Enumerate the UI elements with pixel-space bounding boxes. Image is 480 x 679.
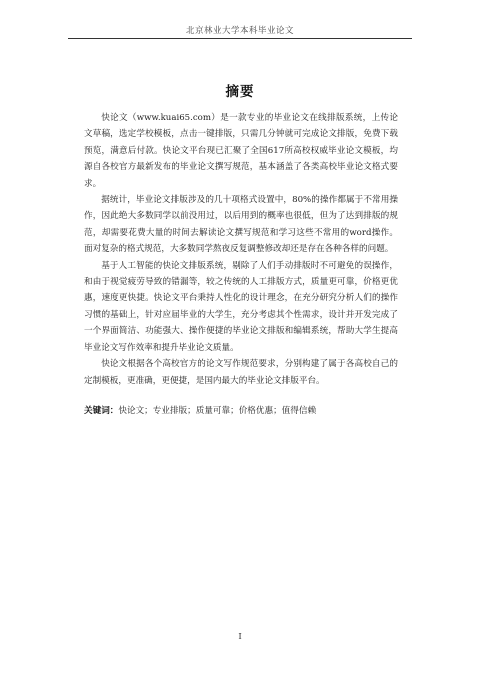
abstract-paragraph: 快论文根据各个高校官方的论文写作规范要求，分别构建了属于各高校自己的定制模板，更准确，更便捷，是国内最大的毕业论文排版平台。 xyxy=(84,359,398,386)
page-number: I xyxy=(238,632,242,642)
keywords-label: 关键词： xyxy=(84,405,119,416)
abstract-title: 摘要 xyxy=(225,84,255,100)
abstract-body xyxy=(84,110,398,419)
keywords-line xyxy=(84,403,398,419)
header-rule xyxy=(68,38,412,39)
abstract-paragraph: 快论文（www.kuai65.com）是一款专业的毕业论文在线排版系统，上传论文草稿，选定学校模板，点击一键排版，只需几分钟就可完成论文排版，免费下载预览，满意后付款。快论文平台现已汇聚了全国617所高校权威毕业论文模板，均源自各校官方最新发布的毕业论文撰写规范，基本涵盖了各类高校毕业论文格式要求。 xyxy=(84,113,398,189)
running-header: 北京林业大学本科毕业论文 xyxy=(185,26,294,36)
abstract-paragraph: 基于人工智能的快论文排版系统，剔除了人们手动排版时不可避免的误操作，和由于视觉疲劳导致的错漏等，较之传统的人工排版方式，质量更可靠，价格更优惠，速度更快捷。快论文平台秉持人性化的设计理念，在充分研究分析人们的操作习惯的基础上，针对应届毕业的大学生，充分考虑其个性需求，设计并开发完成了一个界面简洁、功能强大、操作便捷的毕业论文排版和编辑系统，帮助大学生提高毕业论文写作效率和提升毕业论文质量。 xyxy=(84,260,398,353)
abstract-paragraph: 据统计，毕业论文排版涉及的几十项格式设置中，80%的操作都属于不常用操作，因此绝大多数同学以前没用过，以后用到的概率也很低，但为了达到排版的规范，却需要花费大量的时间去解读论文撰写规范和学习这些不常用的word操作。面对复杂的格式规范，大多数同学熬夜反复调整修改却还是存在各种各样的问题。 xyxy=(84,195,398,255)
keywords-text: 快论文；专业排版；质量可靠；价格优惠；值得信赖 xyxy=(118,405,317,416)
